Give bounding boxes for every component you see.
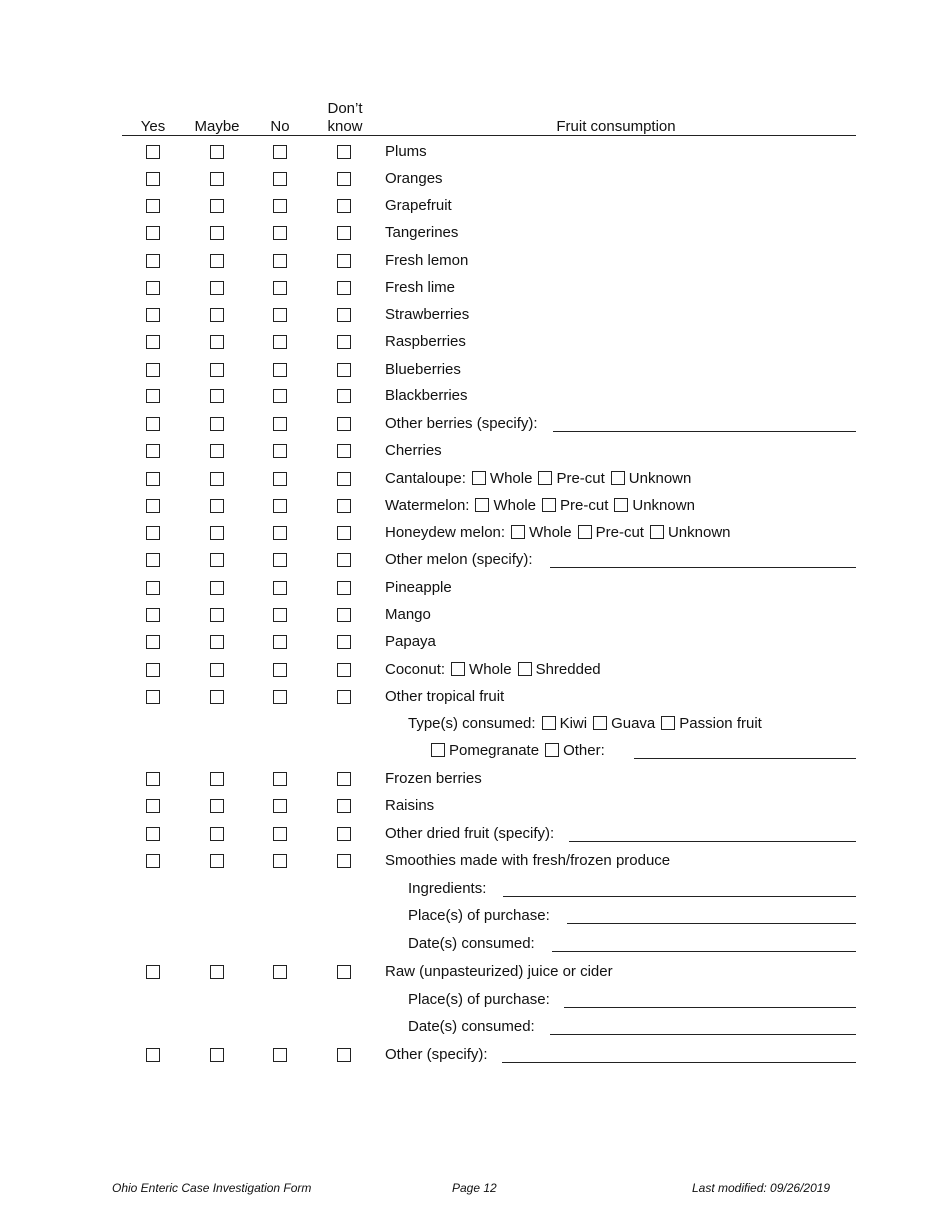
checkbox-maybe[interactable]: [210, 635, 224, 649]
fruit-label: [385, 415, 538, 433]
checkbox-no[interactable]: [273, 772, 287, 786]
checkbox-maybe[interactable]: [210, 335, 224, 349]
checkbox-maybe[interactable]: [210, 226, 224, 240]
sub-row: [0, 987, 950, 1014]
fruit-label: [385, 852, 670, 870]
fruit-name: Pineapple: [385, 579, 452, 596]
checkbox-dont-know[interactable]: [337, 690, 351, 704]
checkbox-yes[interactable]: [146, 335, 160, 349]
fruit-row: [0, 959, 950, 986]
checkbox-yes[interactable]: [146, 444, 160, 458]
checkbox-dont-know[interactable]: [337, 472, 351, 486]
fruit-label: [385, 825, 554, 843]
fruit-row: [0, 848, 950, 875]
checkbox-maybe[interactable]: [210, 444, 224, 458]
types-consumed-label: Type(s) consumed:: [408, 715, 536, 732]
option-label: Unknown: [632, 497, 695, 514]
checkbox-dont-know[interactable]: [337, 444, 351, 458]
sub-row: [0, 738, 950, 765]
option-whole[interactable]: [466, 470, 533, 487]
checkbox-maybe[interactable]: [210, 608, 224, 622]
checkbox-maybe[interactable]: [210, 663, 224, 677]
specify-input-line[interactable]: [569, 841, 856, 842]
fruit-label: [385, 306, 469, 324]
fruit-row: [0, 438, 950, 465]
fruit-label: [385, 606, 431, 624]
fruit-label: [385, 361, 461, 379]
specify-input-line[interactable]: [552, 951, 856, 952]
fruit-name: Oranges: [385, 170, 443, 187]
fruit-name: Raisins: [385, 797, 435, 814]
option-label: Guava: [611, 715, 656, 732]
checkbox-yes[interactable]: [146, 581, 160, 595]
checkbox-no[interactable]: [273, 553, 287, 567]
checkbox-dont-know[interactable]: [337, 1048, 351, 1062]
fruit-row: [0, 383, 950, 410]
specify-input-line[interactable]: [564, 1007, 856, 1008]
option-label: Whole: [529, 524, 572, 541]
specify-input-line[interactable]: [502, 1062, 856, 1063]
option-label: Pre-cut: [556, 470, 605, 487]
checkbox-maybe[interactable]: [210, 499, 224, 513]
fruit-label: [385, 551, 533, 569]
fruit-row: [0, 357, 950, 384]
option-whole[interactable]: [445, 661, 512, 678]
fruit-label: [385, 579, 452, 597]
checkbox-yes[interactable]: [146, 553, 160, 567]
checkbox-dont-know[interactable]: [337, 308, 351, 322]
checkbox-dont-know[interactable]: [337, 226, 351, 240]
ingredients-label: Ingredients:: [408, 880, 487, 897]
checkbox-maybe[interactable]: [210, 690, 224, 704]
checkbox-no[interactable]: [273, 499, 287, 513]
juice-place-label: Place(s) of purchase:: [408, 991, 550, 1008]
checkbox-yes[interactable]: [146, 772, 160, 786]
option-pomegranate[interactable]: [425, 742, 539, 759]
fruit-row: [0, 139, 950, 166]
fruit-name: Coconut:: [385, 661, 446, 678]
checkbox-no[interactable]: [273, 172, 287, 186]
fruit-name: Raspberries: [385, 333, 466, 350]
fruit-label: [385, 252, 468, 270]
fruit-label: [385, 279, 455, 297]
fruit-name: Raw (unpasteurized) juice or cider: [385, 963, 613, 980]
fruit-row: [0, 248, 950, 275]
checkbox-dont-know[interactable]: [337, 254, 351, 268]
fruit-name: Other (specify):: [385, 1046, 488, 1063]
fruit-name: Other tropical fruit: [385, 688, 505, 705]
checkbox-yes[interactable]: [146, 1048, 160, 1062]
option-checkbox[interactable]: [578, 525, 592, 539]
tropical-types: [408, 715, 762, 733]
fruit-name: Other dried fruit (specify):: [385, 825, 555, 842]
checkbox-no[interactable]: [273, 254, 287, 268]
checkbox-maybe[interactable]: [210, 389, 224, 403]
option-whole[interactable]: [505, 524, 572, 541]
footer-form-name: Ohio Enteric Case Investigation Form: [112, 1181, 312, 1195]
fruit-row: [0, 602, 950, 629]
smoothie-date-label: Date(s) consumed:: [408, 935, 535, 952]
header-know: know: [327, 118, 363, 135]
checkbox-yes[interactable]: [146, 363, 160, 377]
fruit-row: [0, 220, 950, 247]
fruit-label: [385, 688, 504, 706]
sub-row: [0, 711, 950, 738]
checkbox-yes[interactable]: [146, 526, 160, 540]
option-label: Passion fruit: [679, 715, 762, 732]
fruit-name: Tangerines: [385, 224, 459, 241]
fruit-row: [0, 821, 950, 848]
checkbox-yes[interactable]: [146, 172, 160, 186]
option-guava[interactable]: [587, 715, 655, 732]
specify-input-line[interactable]: [567, 923, 856, 924]
option-checkbox[interactable]: [431, 743, 445, 757]
checkbox-maybe[interactable]: [210, 581, 224, 595]
checkbox-no[interactable]: [273, 444, 287, 458]
fruit-row: [0, 166, 950, 193]
fruit-label: [385, 224, 458, 242]
checkbox-maybe[interactable]: [210, 363, 224, 377]
checkbox-dont-know[interactable]: [337, 827, 351, 841]
fruit-label: [385, 497, 695, 515]
option-checkbox[interactable]: [650, 525, 664, 539]
checkbox-no[interactable]: [273, 608, 287, 622]
header-yes: Yes: [140, 118, 166, 135]
checkbox-dont-know[interactable]: [337, 281, 351, 295]
tropical-types-more: [425, 742, 605, 760]
option-checkbox[interactable]: [451, 662, 465, 676]
option-other-[interactable]: [539, 742, 605, 759]
checkbox-maybe[interactable]: [210, 1048, 224, 1062]
header-title: Fruit consumption: [556, 118, 676, 135]
fruit-label: [385, 170, 443, 188]
checkbox-dont-know[interactable]: [337, 417, 351, 431]
checkbox-maybe[interactable]: [210, 526, 224, 540]
checkbox-no[interactable]: [273, 799, 287, 813]
option-shredded[interactable]: [512, 661, 601, 678]
checkbox-no[interactable]: [273, 226, 287, 240]
checkbox-no[interactable]: [273, 335, 287, 349]
checkbox-maybe[interactable]: [210, 799, 224, 813]
option-checkbox[interactable]: [661, 716, 675, 730]
checkbox-dont-know[interactable]: [337, 145, 351, 159]
option-checkbox[interactable]: [511, 525, 525, 539]
fruit-name: Other melon (specify):: [385, 551, 533, 568]
checkbox-no[interactable]: [273, 472, 287, 486]
checkbox-maybe[interactable]: [210, 199, 224, 213]
fruit-name: Blackberries: [385, 387, 468, 404]
fruit-row: [0, 329, 950, 356]
checkbox-no[interactable]: [273, 417, 287, 431]
checkbox-dont-know[interactable]: [337, 608, 351, 622]
fruit-row: [0, 302, 950, 329]
option-pre-cut[interactable]: [572, 524, 644, 541]
checkbox-no[interactable]: [273, 581, 287, 595]
fruit-label: [385, 470, 691, 488]
option-checkbox[interactable]: [518, 662, 532, 676]
checkbox-maybe[interactable]: [210, 772, 224, 786]
fruit-label: [385, 442, 442, 460]
checkbox-no[interactable]: [273, 281, 287, 295]
fruit-name: Grapefruit: [385, 197, 452, 214]
checkbox-dont-know[interactable]: [337, 772, 351, 786]
fruit-name: Blueberries: [385, 361, 461, 378]
checkbox-maybe[interactable]: [210, 308, 224, 322]
sub-row: [0, 903, 950, 930]
checkbox-no[interactable]: [273, 635, 287, 649]
checkbox-yes[interactable]: [146, 690, 160, 704]
option-label: Pre-cut: [595, 524, 644, 541]
option-label: Kiwi: [559, 715, 588, 732]
checkbox-no[interactable]: [273, 854, 287, 868]
fruit-row: [0, 575, 950, 602]
checkbox-maybe[interactable]: [210, 965, 224, 979]
checkbox-no[interactable]: [273, 363, 287, 377]
fruit-label: [385, 143, 427, 161]
checkbox-yes[interactable]: [146, 226, 160, 240]
fruit-label: [385, 661, 601, 679]
checkbox-maybe[interactable]: [210, 254, 224, 268]
fruit-name: Watermelon:: [385, 497, 470, 514]
checkbox-dont-know[interactable]: [337, 199, 351, 213]
fruit-name: Strawberries: [385, 306, 470, 323]
fruit-name: Frozen berries: [385, 770, 482, 787]
checkbox-dont-know[interactable]: [337, 389, 351, 403]
checkbox-yes[interactable]: [146, 199, 160, 213]
checkbox-no[interactable]: [273, 389, 287, 403]
sub-row: [0, 1014, 950, 1041]
checkbox-maybe[interactable]: [210, 145, 224, 159]
checkbox-yes[interactable]: [146, 799, 160, 813]
header-maybe: Maybe: [194, 118, 240, 135]
checkbox-no[interactable]: [273, 145, 287, 159]
fruit-name: Cherries: [385, 442, 442, 459]
header-rule: [122, 135, 856, 136]
option-checkbox[interactable]: [475, 498, 489, 512]
specify-input-line[interactable]: [503, 896, 856, 897]
option-label: Unknown: [667, 524, 731, 541]
fruit-label: [385, 963, 613, 981]
footer-page: Page 12: [452, 1181, 497, 1195]
juice-date-label: Date(s) consumed:: [408, 1018, 535, 1035]
checkbox-maybe[interactable]: [210, 172, 224, 186]
checkbox-dont-know[interactable]: [337, 172, 351, 186]
checkbox-dont-know[interactable]: [337, 553, 351, 567]
checkbox-maybe[interactable]: [210, 553, 224, 567]
fruit-row: [0, 275, 950, 302]
smoothie-place-label: Place(s) of purchase:: [408, 907, 550, 924]
fruit-row: [0, 466, 950, 493]
fruit-label: [385, 387, 468, 405]
option-checkbox[interactable]: [542, 716, 556, 730]
checkbox-no[interactable]: [273, 663, 287, 677]
checkbox-yes[interactable]: [146, 663, 160, 677]
option-label: Pre-cut: [560, 497, 609, 514]
option-label: Whole: [493, 497, 537, 514]
option-whole[interactable]: [469, 497, 536, 514]
option-kiwi[interactable]: [536, 715, 588, 732]
checkbox-yes[interactable]: [146, 965, 160, 979]
specify-input-line[interactable]: [634, 758, 856, 759]
fruit-label: [385, 633, 436, 651]
checkbox-dont-know[interactable]: [337, 854, 351, 868]
checkbox-no[interactable]: [273, 199, 287, 213]
option-unknown[interactable]: [644, 524, 731, 541]
option-checkbox[interactable]: [614, 498, 628, 512]
checkbox-maybe[interactable]: [210, 827, 224, 841]
checkbox-no[interactable]: [273, 526, 287, 540]
checkbox-yes[interactable]: [146, 281, 160, 295]
fruit-row: [0, 547, 950, 574]
checkbox-maybe[interactable]: [210, 281, 224, 295]
fruit-row: [0, 493, 950, 520]
checkbox-dont-know[interactable]: [337, 363, 351, 377]
checkbox-dont-know[interactable]: [337, 499, 351, 513]
sub-row: [0, 876, 950, 903]
checkbox-no[interactable]: [273, 827, 287, 841]
checkbox-dont-know[interactable]: [337, 335, 351, 349]
fruit-row: [0, 793, 950, 820]
checkbox-no[interactable]: [273, 965, 287, 979]
checkbox-no[interactable]: [273, 308, 287, 322]
checkbox-dont-know[interactable]: [337, 965, 351, 979]
option-unknown[interactable]: [605, 470, 692, 487]
specify-input-line[interactable]: [550, 1034, 856, 1035]
fruit-label: [385, 333, 466, 351]
checkbox-yes[interactable]: [146, 145, 160, 159]
fruit-row: [0, 411, 950, 438]
fruit-name: Other berries (specify):: [385, 415, 538, 432]
checkbox-no[interactable]: [273, 1048, 287, 1062]
fruit-name: Cantaloupe:: [385, 470, 466, 487]
checkbox-yes[interactable]: [146, 417, 160, 431]
fruit-row: [0, 1042, 950, 1069]
option-checkbox[interactable]: [611, 471, 625, 485]
checkbox-yes[interactable]: [146, 827, 160, 841]
option-unknown[interactable]: [608, 497, 695, 514]
header-no: No: [270, 118, 290, 135]
option-label: Other:: [563, 742, 605, 759]
fruit-name: Papaya: [385, 633, 436, 650]
option-checkbox[interactable]: [593, 716, 607, 730]
fruit-label: [385, 524, 731, 542]
fruit-label: [385, 1046, 488, 1064]
fruit-label: [385, 770, 482, 788]
checkbox-dont-know[interactable]: [337, 581, 351, 595]
fruit-name: Honeydew melon:: [385, 524, 506, 541]
checkbox-yes[interactable]: [146, 472, 160, 486]
fruit-label: [385, 197, 452, 215]
option-passion-fruit[interactable]: [655, 715, 762, 732]
fruit-row: [0, 193, 950, 220]
option-label: Whole: [469, 661, 512, 678]
fruit-name: Mango: [385, 606, 431, 623]
checkbox-dont-know[interactable]: [337, 526, 351, 540]
checkbox-maybe[interactable]: [210, 854, 224, 868]
option-label: Pomegranate: [449, 742, 540, 759]
checkbox-no[interactable]: [273, 690, 287, 704]
fruit-row: [0, 684, 950, 711]
checkbox-dont-know[interactable]: [337, 635, 351, 649]
option-checkbox[interactable]: [542, 498, 556, 512]
option-label: Shredded: [535, 661, 601, 678]
footer-modified: Last modified: 09/26/2019: [692, 1181, 831, 1195]
checkbox-yes[interactable]: [146, 854, 160, 868]
fruit-row: [0, 766, 950, 793]
checkbox-yes[interactable]: [146, 499, 160, 513]
fruit-row: [0, 629, 950, 656]
sub-row: [0, 931, 950, 958]
specify-input-line[interactable]: [553, 431, 856, 432]
checkbox-yes[interactable]: [146, 635, 160, 649]
fruit-row: [0, 657, 950, 684]
checkbox-yes[interactable]: [146, 308, 160, 322]
checkbox-yes[interactable]: [146, 608, 160, 622]
fruit-label: [385, 797, 434, 815]
option-label: Unknown: [628, 470, 692, 487]
checkbox-dont-know[interactable]: [337, 799, 351, 813]
fruit-name: Fresh lemon: [385, 252, 469, 269]
option-pre-cut[interactable]: [536, 497, 608, 514]
fruit-name: Fresh lime: [385, 279, 456, 296]
checkbox-maybe[interactable]: [210, 472, 224, 486]
option-label: Whole: [489, 470, 533, 487]
fruit-row: [0, 520, 950, 547]
fruit-name: Plums: [385, 143, 427, 160]
option-checkbox[interactable]: [472, 471, 486, 485]
option-checkbox[interactable]: [538, 471, 552, 485]
checkbox-yes[interactable]: [146, 254, 160, 268]
checkbox-dont-know[interactable]: [337, 663, 351, 677]
specify-input-line[interactable]: [550, 567, 856, 568]
fruit-name: Smoothies made with fresh/frozen produce: [385, 852, 671, 869]
checkbox-yes[interactable]: [146, 389, 160, 403]
option-checkbox[interactable]: [545, 743, 559, 757]
option-pre-cut[interactable]: [532, 470, 604, 487]
header-dont: Don’t: [327, 100, 363, 117]
checkbox-maybe[interactable]: [210, 417, 224, 431]
